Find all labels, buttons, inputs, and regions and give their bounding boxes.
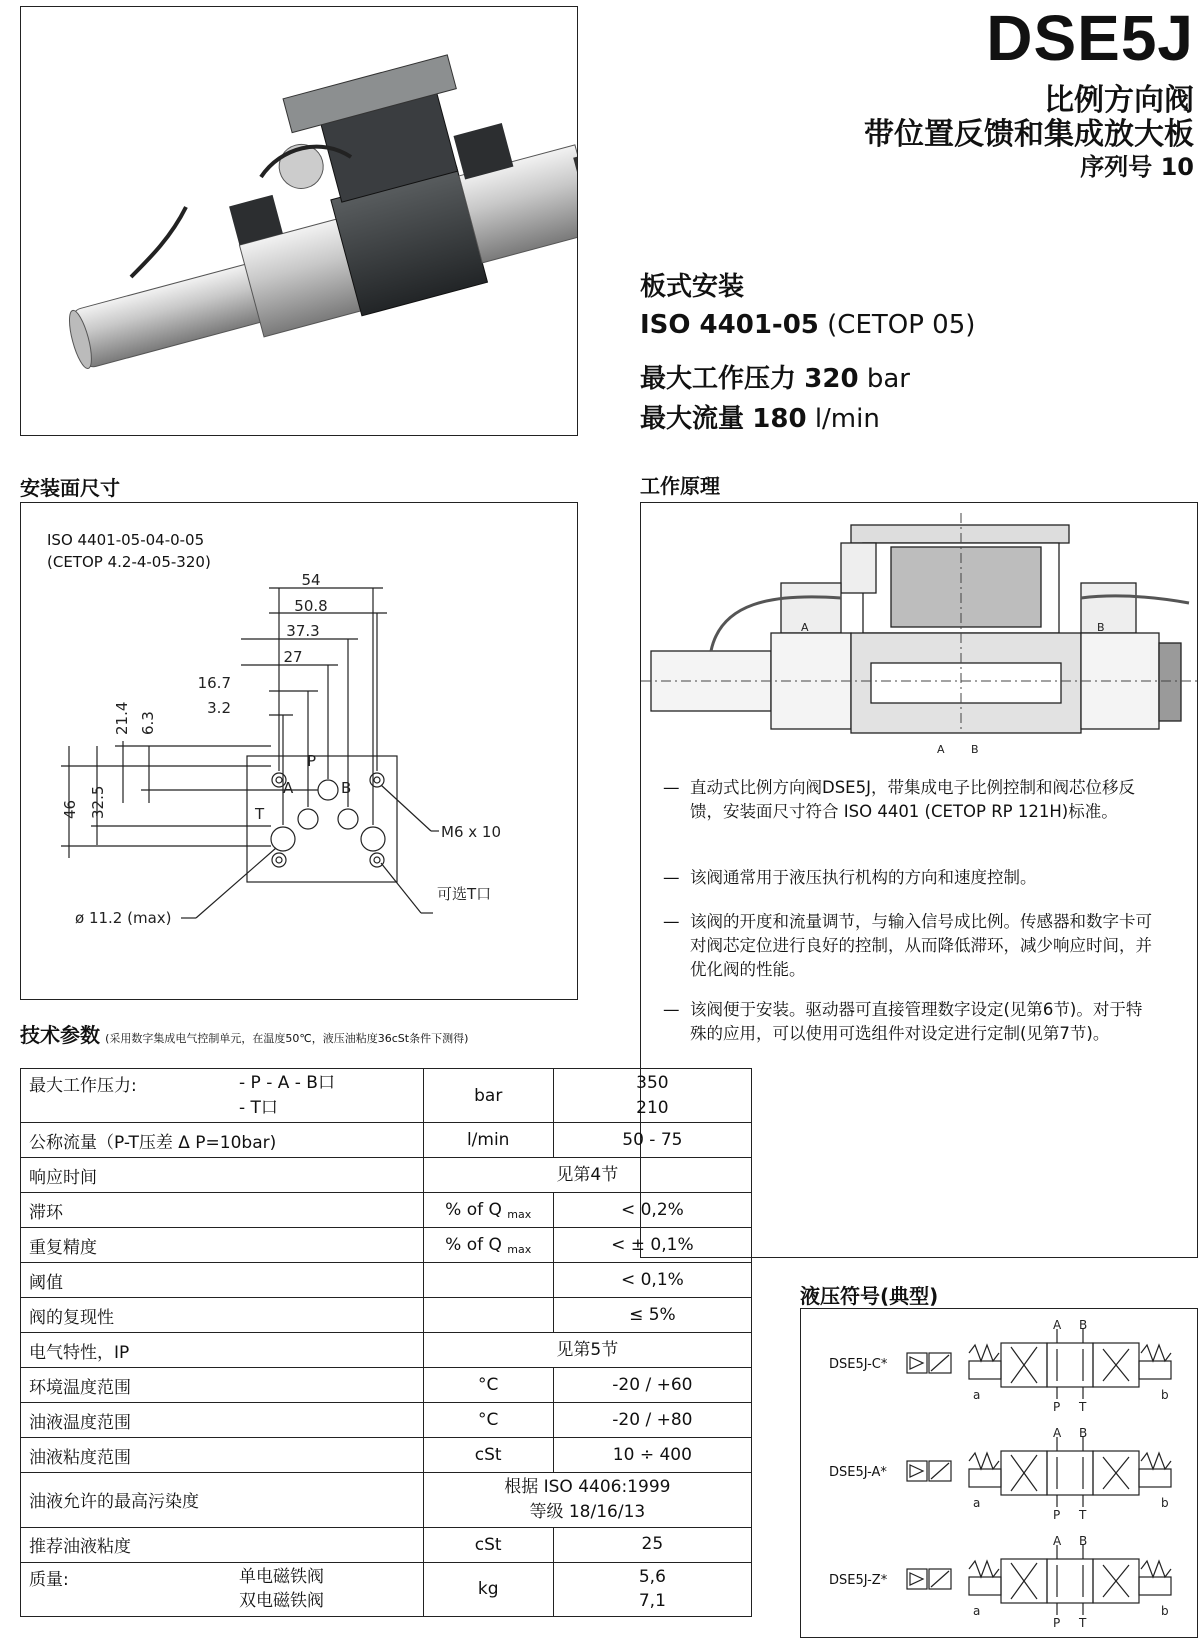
tech-heading-title: 技术参数 xyxy=(20,1023,100,1047)
spec-value-1: 5,6 xyxy=(638,1566,666,1587)
valve-photo xyxy=(21,7,577,435)
spec-name xyxy=(21,1562,424,1616)
port-b-label: B xyxy=(341,779,352,797)
spec-value xyxy=(553,1123,751,1158)
spec-unit-text: cSt xyxy=(474,1445,502,1466)
tech-heading xyxy=(20,1024,540,1046)
spec-value-1: 350 xyxy=(636,1073,669,1093)
spec-value xyxy=(553,1193,751,1228)
dim-50-8: 50.8 xyxy=(294,597,328,615)
section-label-b: B xyxy=(1097,621,1105,634)
optional-t-label: 可选T口 xyxy=(437,885,492,903)
spec-name-text: 电气特性，IP xyxy=(29,1342,130,1363)
symbols-frame xyxy=(800,1308,1198,1638)
table-row xyxy=(21,1158,752,1193)
spec-unit-sub: max xyxy=(507,1207,532,1221)
port-p-label: P xyxy=(307,752,317,770)
spec-unit-text: % of Q xyxy=(445,1234,502,1255)
symbol-port-t: T xyxy=(1079,1508,1087,1522)
spec-unit-text: kg xyxy=(477,1579,499,1600)
symbol-port-b: B xyxy=(1079,1319,1088,1332)
spec-name xyxy=(21,1069,424,1123)
symbol-port-b: B xyxy=(1079,1535,1088,1548)
mounting-heading: 安装面尺寸 xyxy=(20,476,120,500)
spec-name-text: 质量: xyxy=(29,1569,69,1590)
spec-name xyxy=(21,1333,424,1368)
cetop-code: (CETOP 05) xyxy=(827,310,976,340)
spec-sub-1: - P - A - B口 xyxy=(239,1073,335,1093)
principle-bullet-1: — 直动式比例方向阀DSE5J，带集成电子比例控制和阀芯位移反馈，安装面尺寸符合 ISO 4401 (CETOP RP 121H)标准。 xyxy=(663,778,1135,821)
symbol-solenoid-b: b xyxy=(1161,1388,1169,1402)
table-row xyxy=(21,1368,752,1403)
spec-name xyxy=(21,1298,424,1333)
dim-37-3: 37.3 xyxy=(286,622,320,640)
spec-name xyxy=(21,1438,424,1473)
spec-unit xyxy=(423,1403,553,1438)
principle-bullet-4: — 该阀便于安装。驱动器可直接管理数字设定(见第6节)。对于特殊的应用，可以使用可选组件对设定进行定制(见第7节)。 xyxy=(663,1000,1143,1043)
spec-value-1: -20 / +80 xyxy=(612,1409,693,1430)
spec-unit xyxy=(423,1263,553,1298)
spec-name xyxy=(21,1403,424,1438)
symbol-port-a: A xyxy=(1053,1427,1062,1440)
spec-value-1: < 0,2% xyxy=(620,1199,684,1220)
spec-unit xyxy=(423,1123,553,1158)
table-row xyxy=(21,1193,752,1228)
spec-value-1: < ± 0,1% xyxy=(611,1234,694,1255)
spec-value xyxy=(553,1562,751,1616)
symbol-solenoid-b: b xyxy=(1161,1604,1169,1618)
symbol-port-b: B xyxy=(1079,1427,1088,1440)
spec-unit xyxy=(423,1438,553,1473)
spec-name-text: 最大工作压力: xyxy=(29,1076,137,1096)
dim-3-2: 3.2 xyxy=(207,699,231,717)
spec-value-text-2: 等级 18/16/13 xyxy=(529,1501,646,1522)
spec-name xyxy=(21,1527,424,1562)
spec-sub-2: - T口 xyxy=(239,1097,278,1118)
spec-name xyxy=(21,1193,424,1228)
product-model: DSE5J xyxy=(986,2,1194,74)
spec-value xyxy=(553,1069,751,1123)
table-row xyxy=(21,1123,752,1158)
spec-value-2: 7,1 xyxy=(638,1591,666,1612)
table-row xyxy=(21,1403,752,1438)
spec-name xyxy=(21,1368,424,1403)
spec-unit-sub: max xyxy=(507,1242,532,1256)
spec-name-text: 重复精度 xyxy=(29,1237,97,1258)
spec-name-text: 滞环 xyxy=(29,1202,63,1223)
principle-heading: 工作原理 xyxy=(640,474,720,498)
table-row xyxy=(21,1298,752,1333)
spec-name-text: 油液温度范围 xyxy=(29,1412,131,1433)
spec-value xyxy=(423,1158,751,1193)
spec-value-1: -20 / +60 xyxy=(612,1374,693,1395)
valve-cross-section xyxy=(641,503,1197,763)
max-flow-value: 180 xyxy=(752,404,807,434)
spec-name-text: 环境温度范围 xyxy=(29,1377,131,1398)
dim-54: 54 xyxy=(301,571,321,589)
spec-value-1: 50 - 75 xyxy=(622,1129,683,1150)
spec-unit xyxy=(423,1368,553,1403)
tech-heading-note: (采用数字集成电气控制单元，在温度50℃，液压油粘度36cSt条件下测得) xyxy=(105,1032,469,1045)
product-subtitle-2: 带位置反馈和集成放大板 xyxy=(864,117,1194,152)
valve-symbol xyxy=(801,1535,1197,1635)
symbol-code: DSE5J-C* xyxy=(829,1357,888,1372)
series-value: 10 xyxy=(1160,153,1194,181)
dim-21-4: 21.4 xyxy=(113,701,131,735)
spec-unit-text: °C xyxy=(478,1375,499,1396)
symbol-code: DSE5J-Z* xyxy=(829,1573,888,1588)
screw-label: M6 x 10 xyxy=(441,823,501,841)
spec-name xyxy=(21,1228,424,1263)
spec-value xyxy=(423,1333,751,1368)
mounting-std-2: (CETOP 4.2-4-05-320) xyxy=(47,553,211,571)
spec-name xyxy=(21,1158,424,1193)
table-row xyxy=(21,1228,752,1263)
spec-value xyxy=(553,1438,751,1473)
diameter-label: ø 11.2 (max) xyxy=(75,909,172,927)
series-number xyxy=(1080,154,1194,180)
dim-46: 46 xyxy=(61,799,79,819)
max-pressure-label: 最大工作压力 xyxy=(640,364,797,394)
table-row xyxy=(21,1527,752,1562)
spec-unit-text: l/min xyxy=(466,1130,510,1151)
spec-sub-2: 双电磁铁阀 xyxy=(239,1591,324,1612)
table-row xyxy=(21,1438,752,1473)
spec-name-text: 阈值 xyxy=(29,1272,63,1293)
principle-bullet-3: — 该阀的开度和流量调节，与输入信号成比例。传感器和数字卡可对阀芯定位进行良好的控制，从而降低滞环，减少响应时间，并优化阀的性能。 xyxy=(663,912,1152,979)
spec-name-text: 响应时间 xyxy=(29,1167,97,1188)
section-port-a: A xyxy=(937,743,945,756)
symbol-port-t: T xyxy=(1079,1400,1087,1414)
principle-bullet-2: — 该阀通常用于液压执行机构的方向和速度控制。 xyxy=(663,868,1037,887)
spec-value-text: 见第4节 xyxy=(556,1164,619,1185)
mounting-type: 板式安装 xyxy=(640,272,745,302)
spec-unit xyxy=(423,1562,553,1616)
valve-symbol xyxy=(801,1319,1197,1419)
spec-unit-text: cSt xyxy=(474,1534,502,1555)
spec-value-1: 10 ÷ 400 xyxy=(612,1444,692,1465)
spec-name xyxy=(21,1473,424,1527)
spec-name xyxy=(21,1123,424,1158)
spec-value-text: 根据 ISO 4406:1999 xyxy=(504,1477,671,1498)
spec-value-1: ≤ 5% xyxy=(629,1304,676,1325)
hydraulic-symbol xyxy=(801,1319,1197,1419)
max-flow-unit: l/min xyxy=(814,404,880,434)
symbol-port-a: A xyxy=(1053,1319,1062,1332)
table-row xyxy=(21,1562,752,1616)
spec-value xyxy=(553,1403,751,1438)
spec-name-text: 推荐油液粘度 xyxy=(29,1537,131,1558)
symbol-solenoid-a: a xyxy=(973,1496,981,1510)
symbol-port-p: P xyxy=(1053,1616,1061,1630)
hydraulic-symbol xyxy=(801,1427,1197,1527)
spec-unit xyxy=(423,1228,553,1263)
table-row xyxy=(21,1333,752,1368)
spec-value xyxy=(553,1368,751,1403)
dim-27: 27 xyxy=(283,648,303,666)
dim-16-7: 16.7 xyxy=(197,674,231,692)
symbol-port-p: P xyxy=(1053,1508,1061,1522)
symbol-port-p: P xyxy=(1053,1400,1061,1414)
table-row xyxy=(21,1069,752,1123)
spec-value-2: 210 xyxy=(636,1097,669,1118)
dim-6-3: 6.3 xyxy=(139,711,157,735)
port-a-label: A xyxy=(283,779,294,797)
spec-unit xyxy=(423,1527,553,1562)
tech-spec-table xyxy=(20,1068,752,1617)
max-pressure-value: 320 xyxy=(804,364,859,394)
section-port-b: B xyxy=(971,743,979,756)
spec-name xyxy=(21,1263,424,1298)
port-t-label: T xyxy=(255,805,265,823)
spec-unit-text: bar xyxy=(474,1085,503,1106)
symbol-code: DSE5J-A* xyxy=(829,1465,887,1480)
max-pressure-unit: bar xyxy=(866,364,910,394)
spec-unit xyxy=(423,1069,553,1123)
dim-32-5: 32.5 xyxy=(89,785,107,819)
mounting-interface-drawing xyxy=(21,503,577,999)
spec-value xyxy=(423,1473,751,1527)
spec-name-text: 油液粘度范围 xyxy=(29,1447,131,1468)
series-label: 序列号 xyxy=(1080,153,1153,181)
spec-value-1: < 0,1% xyxy=(620,1269,684,1290)
max-flow xyxy=(640,404,880,435)
spec-value xyxy=(553,1527,751,1562)
hydraulic-symbol xyxy=(801,1535,1197,1635)
spec-unit-text: °C xyxy=(478,1410,499,1431)
symbol-solenoid-a: a xyxy=(973,1604,981,1618)
spec-value-text: 见第5节 xyxy=(556,1339,619,1360)
symbol-solenoid-b: b xyxy=(1161,1496,1169,1510)
mounting-std-1: ISO 4401-05-04-0-05 xyxy=(47,531,205,549)
spec-unit-text: % of Q xyxy=(445,1199,502,1220)
table-row xyxy=(21,1473,752,1527)
max-pressure xyxy=(640,364,910,395)
product-subtitle-1: 比例方向阀 xyxy=(1044,83,1194,118)
symbol-port-a: A xyxy=(1053,1535,1062,1548)
mounting-drawing-frame xyxy=(20,502,578,1000)
spec-name-text: 公称流量（P-T压差 Δ P=10bar) xyxy=(29,1132,277,1153)
spec-unit xyxy=(423,1298,553,1333)
spec-unit xyxy=(423,1193,553,1228)
valve-symbol xyxy=(801,1427,1197,1527)
spec-value-1: 25 xyxy=(641,1534,664,1555)
spec-value xyxy=(553,1298,751,1333)
symbol-port-t: T xyxy=(1079,1616,1087,1630)
product-photo-frame xyxy=(20,6,578,436)
table-row xyxy=(21,1263,752,1298)
spec-value xyxy=(553,1228,751,1263)
section-label-a: A xyxy=(801,621,809,634)
iso-code: ISO 4401-05 xyxy=(640,310,819,340)
max-flow-label: 最大流量 xyxy=(640,404,745,434)
symbols-heading: 液压符号(典型) xyxy=(800,1284,939,1308)
spec-value xyxy=(553,1263,751,1298)
spec-name-text: 油液允许的最高污染度 xyxy=(29,1492,199,1513)
spec-name-text: 阀的复现性 xyxy=(29,1307,114,1328)
iso-standard xyxy=(640,310,975,341)
spec-sub-1: 单电磁铁阀 xyxy=(239,1566,324,1587)
symbol-solenoid-a: a xyxy=(973,1388,981,1402)
